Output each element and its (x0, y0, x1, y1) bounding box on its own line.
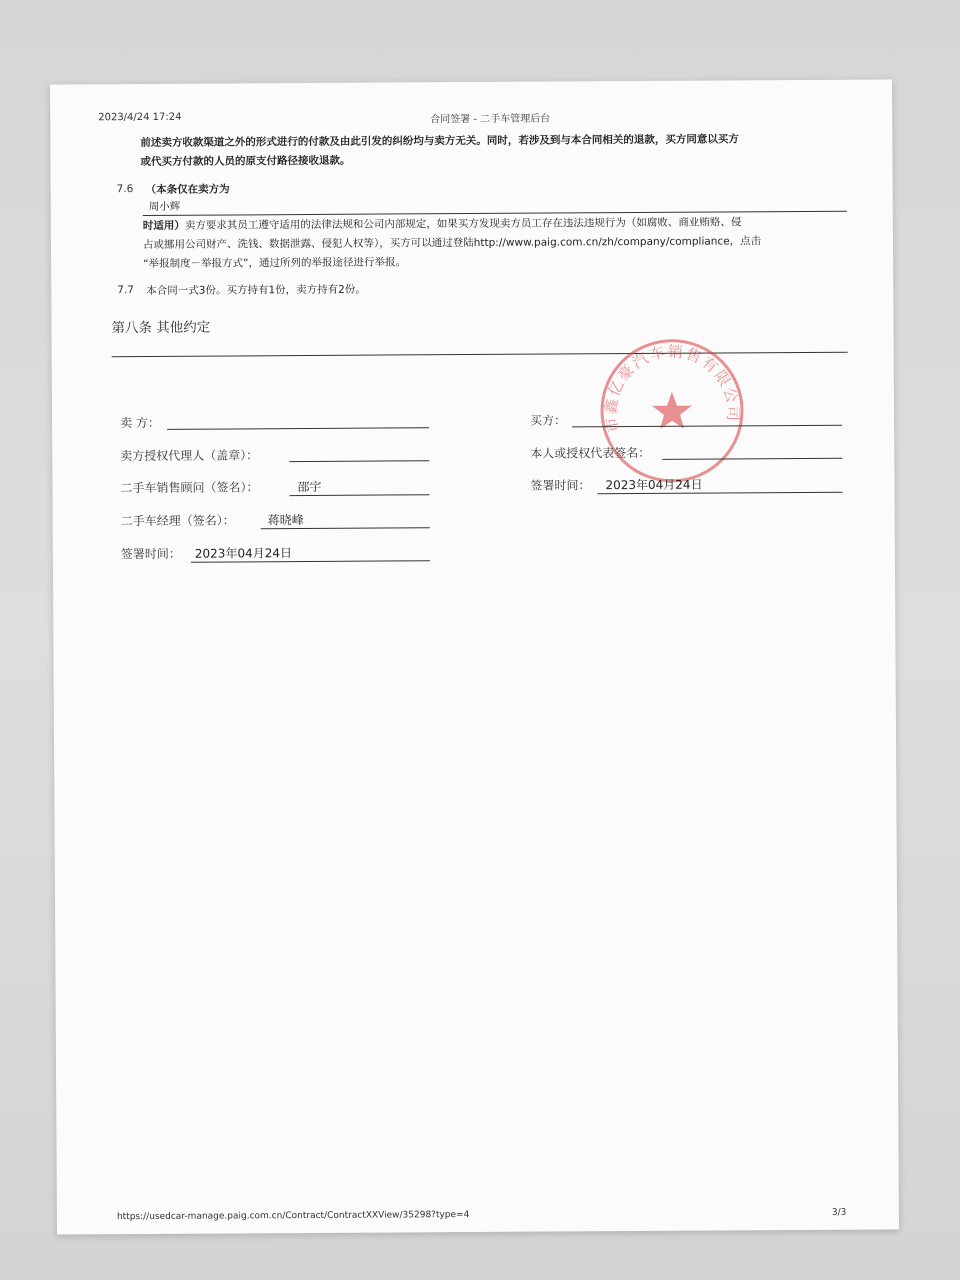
clause-7-5-line1: 前述卖方收款渠道之外的形式进行的付款及由此引发的纠纷均与卖方无关。同时，若涉及到与本合同相关的退款，买方同意以买方 (140, 133, 739, 150)
clause-7-6-line1 (143, 214, 742, 235)
consultant-label: 二手车销售顾问（签名）： (120, 480, 259, 496)
clause-7-6-number: 7.6 (116, 183, 134, 196)
clause-7-6-seller-name: 周小辉 (148, 200, 181, 213)
manager-name: 蒋晓峰 (267, 513, 304, 528)
clause-7-6-line2: 占或挪用公司财产、洗钱、数据泄露、侵犯人权等），买方可以通过登陆http://www.paig.com.cn/zh/company/compliance，点击 (142, 235, 762, 252)
right-date-value: 2023年04月24日 (605, 477, 703, 493)
clause-7-6-line1-bold: 时适用） (142, 219, 185, 233)
clause-7-6-line3: “举报制度－举报方式”，通过所列的举报途径进行举报。 (143, 256, 407, 271)
stamp-text: 市鑫亿豪汽车销售有限公司 (601, 342, 743, 434)
seller-agent-label: 卖方授权代理人（盖章）： (120, 448, 259, 464)
footer-page-number: 3/3 (831, 1207, 847, 1218)
clause-7-7-text: 本合同一式3份。买方持有1份，卖方持有2份。 (146, 283, 366, 297)
clause-7-5-line2: 或代买方付款的人员的原支付路径接收退款。 (140, 154, 351, 169)
buyer-rep-line[interactable] (662, 458, 842, 460)
manager-label: 二手车经理（签名）： (120, 513, 235, 529)
clause-7-7-number: 7.7 (117, 284, 135, 297)
consultant-name: 邵宇 (297, 479, 322, 495)
print-page-title: 合同签署 - 二手车管理后台 (430, 113, 551, 126)
seller-label: 卖 方： (120, 415, 160, 431)
right-date-label: 签署时间： (530, 478, 591, 493)
seller-signature-line[interactable] (167, 427, 429, 430)
left-date-value: 2023年04月24日 (194, 546, 293, 561)
clause-7-6-line1-rest: 卖方要求其员工遵守适用的法律法规和公司内部规定，如果买方发现卖方员工存在违法违规行为（如腐败、商业贿赂、侵 (184, 216, 742, 232)
buyer-label: 买方： (530, 413, 567, 428)
stamp-star-icon (652, 392, 692, 429)
buyer-rep-label: 本人或授权代表签名： (530, 445, 651, 461)
footer-url: https://usedcar-manage.paig.com.cn/Contract/ContractXXView/35298?type=4 (116, 1210, 470, 1223)
left-date-label: 签署时间： (120, 546, 181, 562)
print-timestamp: 2023/4/24 17:24 (98, 111, 182, 124)
seller-agent-line[interactable] (289, 460, 429, 462)
article-8-title: 第八条 其他约定 (111, 319, 211, 337)
contract-page (50, 79, 899, 1234)
clause-7-6-lead: （本条仅在卖方为 (145, 183, 230, 196)
company-seal-stamp (597, 335, 748, 486)
